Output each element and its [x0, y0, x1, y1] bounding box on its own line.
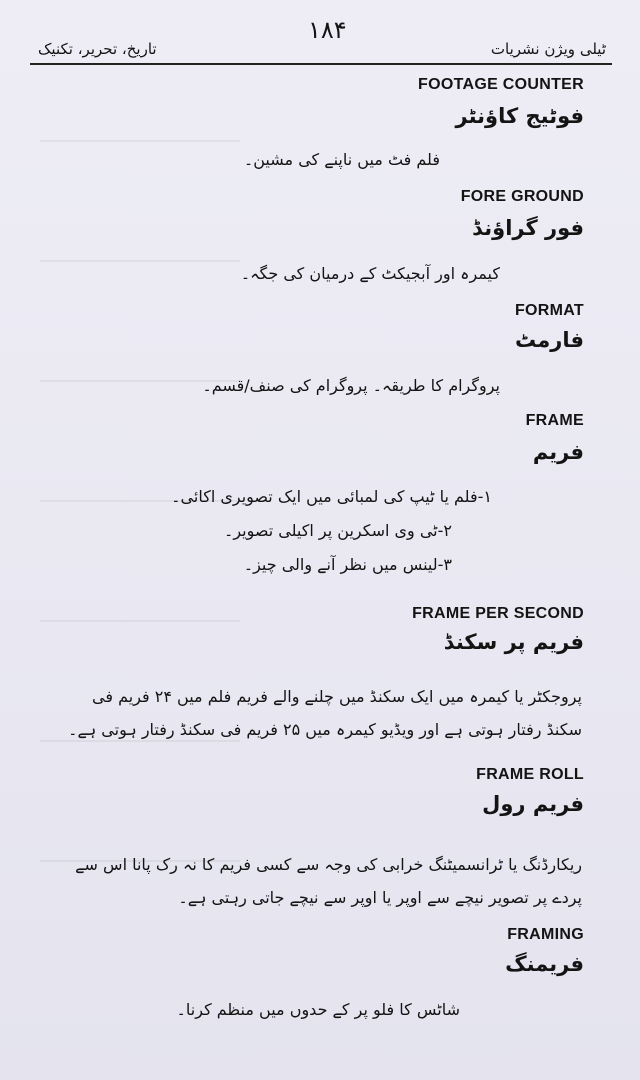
entry-term-english: FRAMING [507, 926, 584, 943]
entry-term-urdu: فریمنگ [505, 952, 584, 976]
list-item: ۳-لینس میں نظر آنے والی چیز۔ [243, 555, 452, 574]
entry-numbered-list [171, 480, 492, 582]
list-item: ۲-ٹی وی اسکرین پر اکیلی تصویر۔ [223, 521, 452, 540]
entry-term-english: FORE GROUND [460, 188, 584, 205]
entry-definition: شاٹس کا فلو پر کے حدوں میں منظم کرنا۔ [176, 1000, 460, 1019]
entry-term-urdu: فریم پر سکنڈ [443, 630, 584, 654]
entry-term-urdu: فوٹیج کاؤنٹر [455, 104, 584, 128]
entry-definition: پروگرام کا طریقہ۔ پروگرام کی صنف/قسم۔ [202, 376, 500, 395]
header-chapter-title: تاریخ، تحریر، تکنیک [38, 40, 157, 58]
entry-term-urdu: فریم رول [482, 792, 584, 816]
entry-term-english: FRAME ROLL [476, 766, 584, 783]
entry-definition: کیمرہ اور آبجیکٹ کے درمیان کی جگہ۔ [240, 264, 500, 283]
entry-term-english: FORMAT [514, 302, 584, 319]
entry-definition: ریکارڈنگ یا ٹرانسمیٹنگ خرابی کی وجہ سے کسی فریم کا نہ رک پانا اس سے پردے پر تصویر نیچے سے اوپر یا اوپر سے نیچے جاتی رہتی ہے۔ [75, 855, 582, 907]
list-item: ۱-فلم یا ٹیپ کی لمبائی میں ایک تصویری اکائی۔ [171, 487, 492, 506]
entry-term-urdu: فارمٹ [515, 328, 584, 352]
entry-definition: پروجکٹر یا کیمرہ میں ایک سکنڈ میں چلنے والے فریم فلم میں ۲۴ فریم فی سکنڈ رفتار ہوتی ہے اور ویڈیو کیمرہ میں ۲۵ فریم فی سکنڈ رفتار ہوتی ہے۔ [68, 687, 582, 739]
entry-definition: فلم فٹ میں ناپنے کی مشین۔ [243, 150, 440, 169]
entry-term-english: FOOTAGE COUNTER [418, 76, 584, 93]
page-number: ۱۸۴ [308, 16, 347, 44]
entry-term-urdu: فور گراؤنڈ [472, 216, 584, 240]
entry-term-urdu: فریم [532, 440, 584, 464]
entry-term-english: FRAME [525, 412, 584, 429]
header-book-title: ٹیلی ویژن نشریات [490, 40, 606, 58]
entry-term-english: FRAME PER SECOND [412, 605, 584, 622]
